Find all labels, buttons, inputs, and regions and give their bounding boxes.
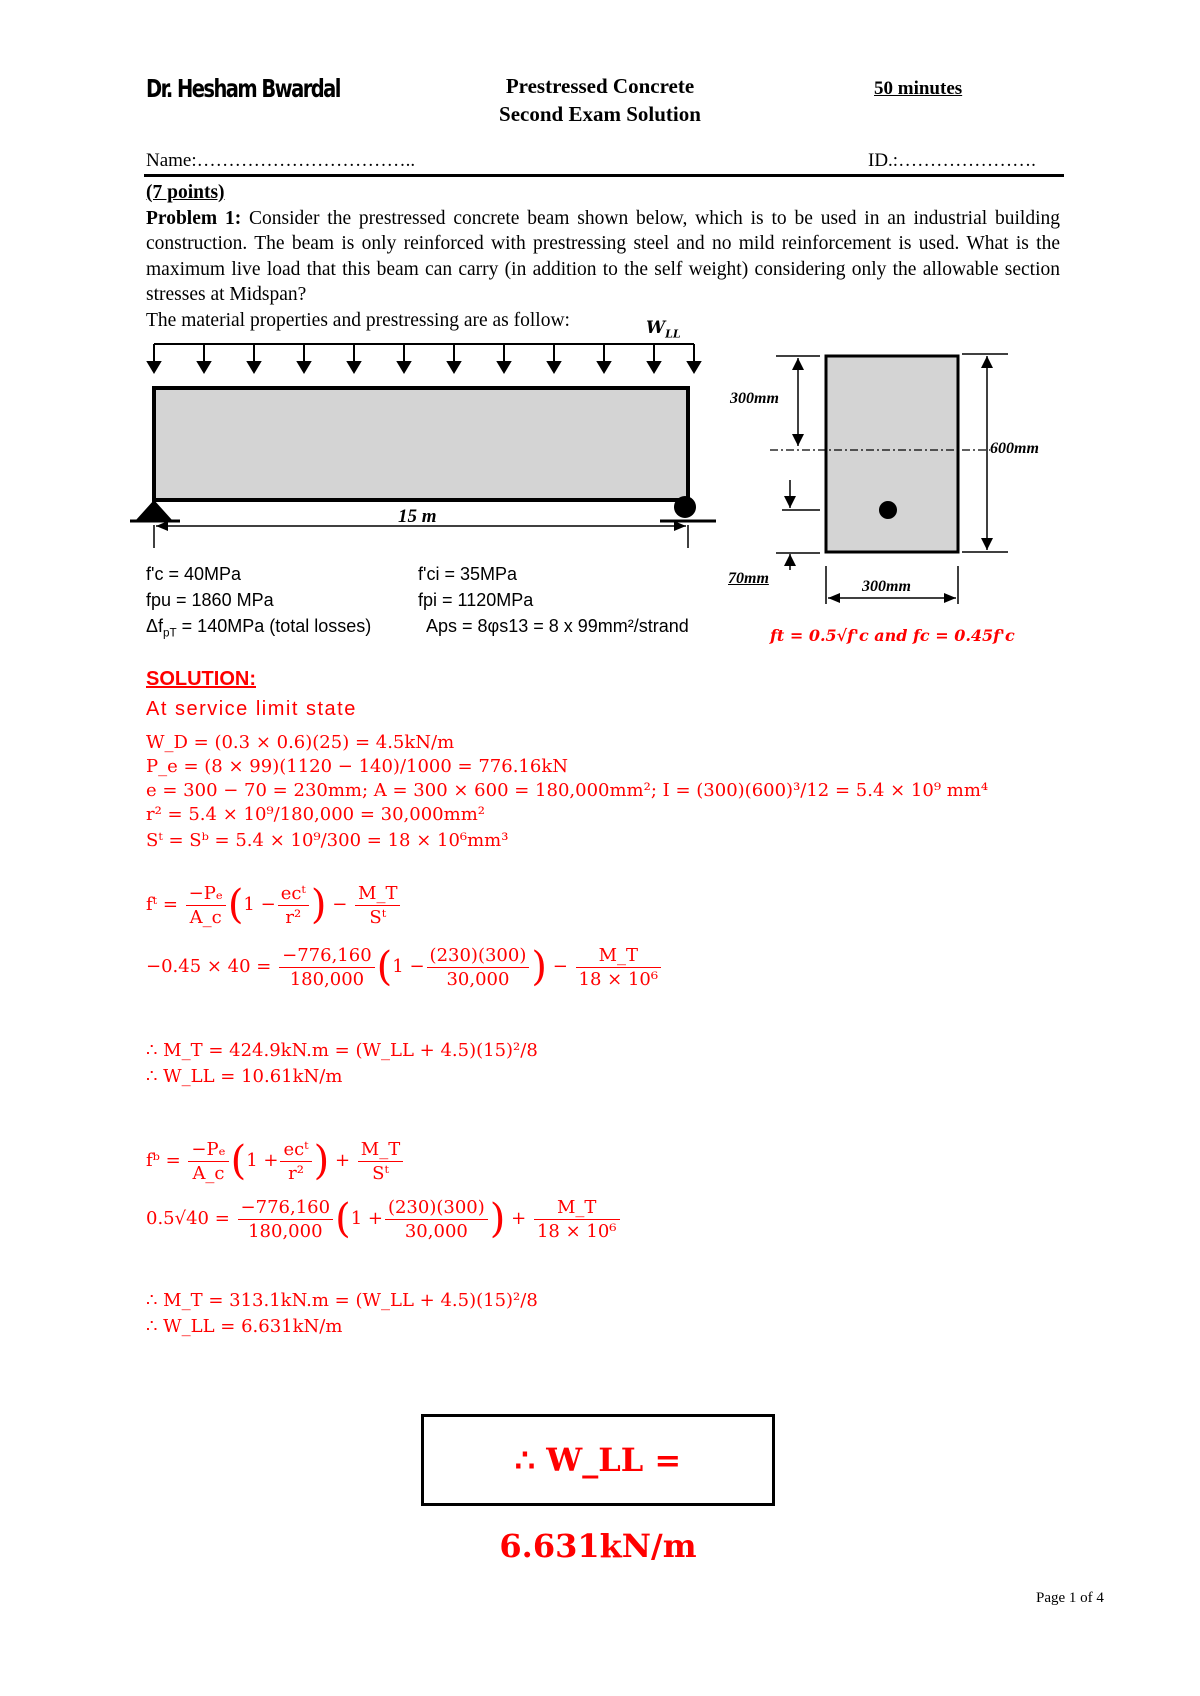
final-answer-box: ∴ W_LL = 6.631kN/m: [421, 1414, 775, 1506]
formula-top-substituted: −0.45 × 40 = $\frac{-776,160}{180,000}$ (1 − $\frac{(230)(300)}{30,000}$ ) − $\frac{M\_T}{\text{18 × 10⁶}}$: [146, 944, 663, 990]
eq-section-modulus: Sᵗ = Sᵇ = 5.4 × 10⁹/300 = 18 × 10⁶mm³: [146, 830, 509, 851]
section-body: [826, 356, 958, 552]
mat-aps: Aps = 8φs13 = 8 x 99mm²/strand: [426, 616, 689, 636]
result-bottom-moment: ∴ M_T = 313.1kN.m = (W_LL + 4.5)(15)²/8: [146, 1290, 538, 1311]
eq-dead-load: W_D = (0.3 × 0.6)(25) = 4.5kN/m: [146, 732, 455, 753]
name-field: Name:……………………………..: [146, 150, 416, 171]
solution-heading: SOLUTION:: [146, 668, 256, 690]
author-name: Dr. Hesham Bwardal: [146, 74, 340, 103]
header-rule: [144, 174, 1064, 177]
problem-text: Consider the prestressed concrete beam shown below, which is to be used in an industrial building construction. The beam is only reinforced with prestressing steel and no mild reinforcement is used. What is the maximum live load that this beam can carry (in addition to the self weight) considering only the allowable section stresses at Midspan?: [146, 207, 1060, 305]
dim-70: 70mm: [728, 570, 769, 587]
mat-fpi: fpi = 1120MPa: [418, 590, 534, 610]
mat-fpu: fpu = 1860 MPa: [146, 590, 274, 610]
id-field: ID.:………………….: [868, 150, 1036, 171]
dim-600: 600mm: [990, 440, 1039, 457]
materials-intro: The material properties and prestressing are as follow:: [146, 309, 570, 331]
allowable-stresses: ft = 0.5√f'c and fc = 0.45f'c: [770, 626, 1015, 645]
problem-statement: [146, 180, 1060, 333]
eq-radius-gyration: r² = 5.4 × 10⁹/180,000 = 30,000mm²: [146, 804, 485, 825]
span-label: 15 m: [398, 506, 437, 527]
problem-label: Problem 1:: [146, 207, 242, 229]
live-load-label: $W_{LL}$: [646, 318, 681, 341]
mat-losses: $\Delta f_{pT} = 140MPa$ (total losses): [146, 616, 372, 640]
course-title: Prestressed Concrete: [505, 74, 695, 98]
result-top-moment: ∴ M_T = 424.9kN.m = (W_LL + 4.5)(15)²/8: [146, 1040, 538, 1061]
result-bottom-live-load: ∴ W_LL = 6.631kN/m: [146, 1316, 343, 1337]
formula-top-fiber: fᵗ = $\frac{\text{−Pₑ}}{A\_c}$ (1 − $\frac{\text{ecᵗ}}{\text{r²}}$ ) − $\frac{M\_T}{\text{Sᵗ}}$: [146, 882, 402, 928]
dim-300-top: 300mm: [730, 390, 779, 407]
tendon-icon: [879, 501, 897, 519]
exam-duration: 50 minutes: [874, 78, 963, 99]
load-arrows: [148, 344, 700, 372]
mat-fci: f'ci = 35MPa: [418, 564, 517, 584]
dim-width: 300mm: [862, 578, 911, 595]
solution-subheading: At service limit state: [146, 698, 357, 720]
eq-section-props: e = 300 − 70 = 230mm; A = 300 × 600 = 180,000mm²; I = (300)(600)³/12 = 5.4 × 10⁹ mm⁴: [146, 780, 989, 801]
eq-effective-prestress: P_e = (8 × 99)(1120 − 140)/1000 = 776.16kN: [146, 756, 568, 777]
formula-bottom-fiber: fᵇ = $\frac{\text{−Pₑ}}{A\_c}$ (1 + $\frac{\text{ecᵗ}}{\text{r²}}$ ) + $\frac{M\_T}{\text{Sᵗ}}$: [146, 1138, 405, 1184]
mat-fc: f'c = 40MPa: [146, 564, 241, 584]
result-top-live-load: ∴ W_LL = 10.61kN/m: [146, 1066, 343, 1087]
problem-points: (7 points): [146, 182, 225, 203]
exam-title: Second Exam Solution: [499, 102, 701, 126]
formula-bottom-substituted: 0.5√40 = $\frac{-776,160}{180,000}$ (1 + $\frac{(230)(300)}{30,000}$ ) + $\frac{M\_T}{\text{18 × 10⁶}}$: [146, 1196, 622, 1242]
roller-support: [674, 496, 696, 518]
pin-support: [136, 500, 172, 520]
beam-body: [154, 388, 688, 500]
page-number: Page 1 of 4: [1036, 1590, 1104, 1606]
